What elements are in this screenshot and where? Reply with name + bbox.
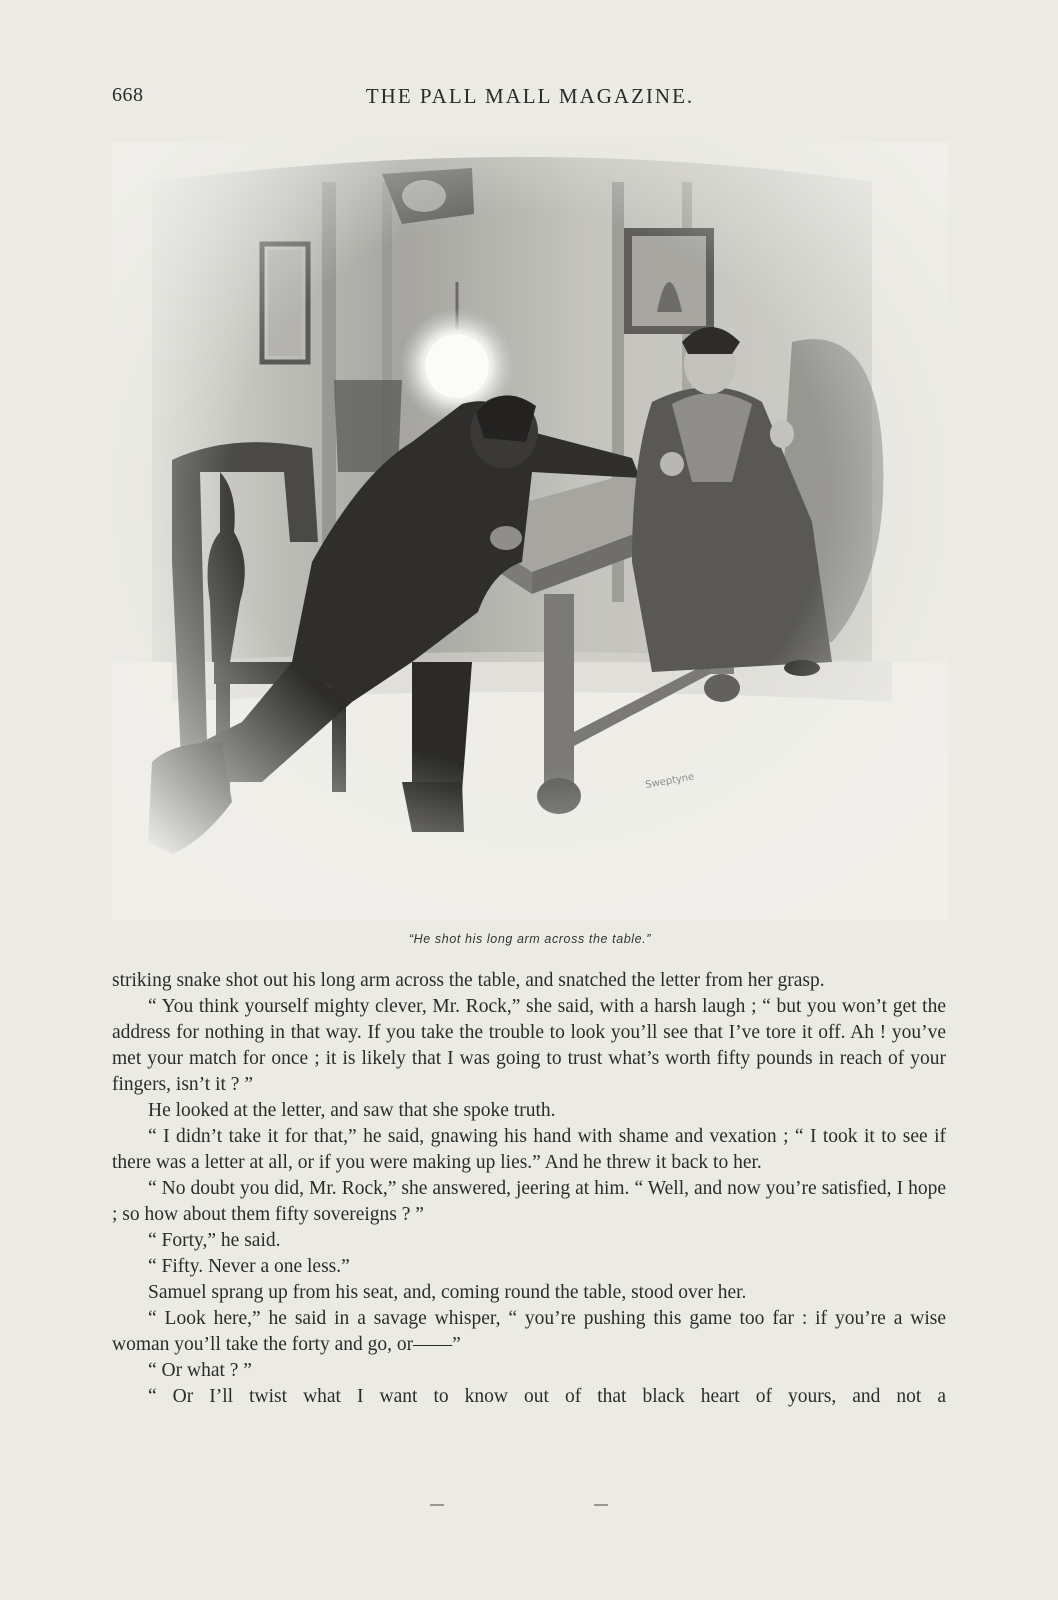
paragraph: “ Fifty. Never a one less.” — [148, 1256, 350, 1277]
paragraph: “ Or I’ll twist what I want to know out of that black heart of yours, and not a — [148, 1386, 946, 1407]
paragraph: “ You think yourself mighty clever, Mr. Rock,” she said, with a harsh laugh ; “ but you won’t get the address for nothing in that way. If you take the trouble to look you’ll see that I’ve tore it off. Ah ! you’ve met your match for once ; it is likely that I was going to trust what’s worth fifty pounds in reach of your fingers, isn’t it ? ” — [112, 996, 946, 1095]
page-number: 668 — [112, 84, 144, 106]
running-head: THE PALL MALL MAGAZINE. — [365, 84, 695, 108]
illustration-caption: “He shot his long arm across the table.” — [408, 932, 652, 946]
paragraph: “ I didn’t take it for that,” he said, gnawing his hand with shame and vexation ; “ I took it to see if there was a letter at all, or if you were making up lies.” And he threw it back to her. — [112, 1126, 946, 1173]
paragraph: “ No doubt you did, Mr. Rock,” she answered, jeering at him. “ Well, and now you’re satisfied, I hope ; so how about them fifty sovereigns ? ” — [112, 1178, 946, 1225]
paragraph: “ Forty,” he said. — [148, 1230, 281, 1251]
illustration — [112, 142, 948, 920]
footer-mark — [594, 1504, 608, 1506]
story-text — [112, 968, 946, 1410]
footer-ornament — [430, 1504, 630, 1514]
paragraph: striking snake shot out his long arm across the table, and snatched the letter from her grasp. — [112, 970, 825, 991]
paragraph: “ Or what ? ” — [148, 1360, 252, 1381]
paragraph: Samuel sprang up from his seat, and, coming round the table, stood over her. — [148, 1282, 747, 1303]
vignette-overlay — [112, 142, 948, 920]
paragraph: He looked at the letter, and saw that she spoke truth. — [148, 1100, 556, 1121]
page-header — [112, 84, 948, 114]
paragraph: “ Look here,” he said in a savage whisper, “ you’re pushing this game too far : if you’re a wise woman you’ll take the forty and go, or——” — [112, 1308, 946, 1355]
footer-mark — [430, 1504, 444, 1506]
